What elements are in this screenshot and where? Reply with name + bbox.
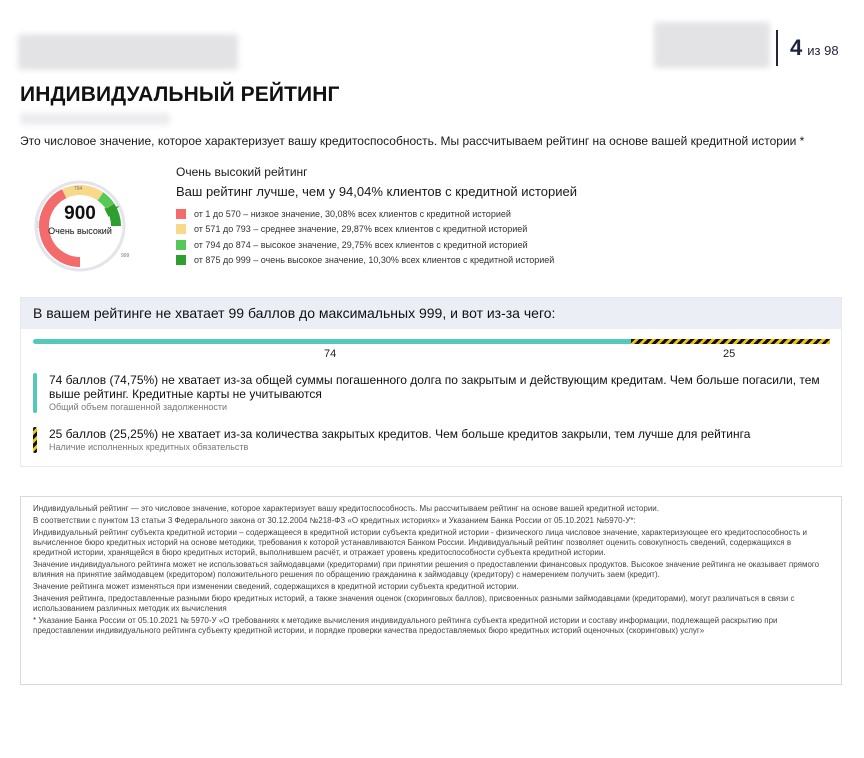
- gauge-tick-999: 999: [121, 253, 130, 259]
- page-number: 4: [790, 35, 803, 60]
- legend-item-high: [176, 237, 554, 253]
- legend-text-very-high: от 875 до 999 – очень высокое значение, 10,30% всех клиентов с кредитной историей: [194, 255, 555, 266]
- reason-marker-teal: [33, 373, 37, 413]
- reason-item-closed-loans: [33, 427, 828, 453]
- bar-segment-closed-loans: [631, 339, 830, 344]
- footnote-paragraph: Значение рейтинга может изменяться при изменении сведений, содержащихся в кредитной истории субъекта кредитной истории.: [33, 582, 519, 591]
- legal-footnote: [20, 496, 842, 685]
- page-counter: [776, 30, 839, 66]
- gauge-tick-794: 794: [74, 186, 83, 192]
- reason-note: Общий объем погашенной задолженности: [49, 402, 228, 412]
- legend-swatch-medium: [176, 224, 186, 234]
- missing-points-heading: В вашем рейтинге не хватает 99 баллов до максимальных 999, и вот из-за чего:: [21, 298, 841, 329]
- reason-text: 25 баллов (25,25%) не хватает из-за количества закрытых кредитов. Чем больше кредитов закрыли, тем лучше для рейтинга: [49, 427, 751, 441]
- gauge-score: 900: [64, 203, 96, 224]
- footnote-paragraph: Значения рейтинга, предоставленные разными бюро кредитных историй, а также значения оценок (скоринговых баллов), присвоенных разными займодавцами (кредиторами), могут различаться в связи с использованием различных методик их вычисления: [33, 594, 795, 613]
- intro-text: Это числовое значение, которое характеризует вашу кредитоспособность. Мы рассчитываем рейтинг на основе вашей кредитной истории *: [20, 134, 805, 148]
- page-title: ИНДИВИДУАЛЬНЫЙ РЕЙТИНГ: [20, 83, 340, 106]
- legend-item-medium: [176, 222, 554, 238]
- gauge-tick-570: 570: [36, 221, 41, 228]
- redacted-logo: [18, 34, 238, 70]
- rating-gauge: [24, 170, 142, 282]
- legend-item-very-high: [176, 253, 554, 269]
- page-total: из 98: [807, 43, 839, 58]
- legend-item-low: [176, 206, 554, 222]
- footnote-paragraph: Индивидуальный рейтинг субъекта кредитной истории – содержащееся в кредитной истории субъекта кредитной истории - физического лица числовое значение, характеризующее его кредитоспособность и вычисленное бюро кредитных историй на основе методики, требования к которой устанавливаются Банком России. Индивидуальный рейтинг позволяет оценить совокупность сведений, содержащихся в кредитной истории, хранящейся в бюро кредитных историй, выполнившем расчёт, и отражает уровень кредитоспособности субъекта кредитной истории.: [33, 528, 807, 557]
- points-breakdown-bar: [33, 339, 830, 344]
- reason-marker-striped: [33, 427, 37, 453]
- reason-text: 74 баллов (74,75%) не хватает из-за общей суммы погашенного долга по закрытым и действующим кредитам. Чем больше погасили, тем выше рейтинг. Кредитные карты не учитываются: [49, 373, 820, 401]
- legend-swatch-low: [176, 209, 186, 219]
- rating-heading: Очень высокий рейтинг: [176, 165, 308, 179]
- legend-swatch-high: [176, 240, 186, 250]
- footnote-paragraph: * Указание Банка России от 05.10.2021 № 5970-У «О требованиях к методике вычисления индивидуального рейтинга субъекта кредитной истории и составу информации, подлежащей раскрытию при предоставлении индивидуального рейтинга субъекту кредитной истории, и порядке проверки качества предоставляемых бюро кредитных историй оценочных (скоринговых) услуг»: [33, 616, 778, 635]
- bar-value-closed-loans: 25: [723, 348, 736, 360]
- rating-summary: Ваш рейтинг лучше, чем у 94,04% клиентов с кредитной историей: [176, 184, 578, 199]
- bar-segment-repaid-debt: [33, 339, 631, 344]
- footnote-paragraph: Значение индивидуального рейтинга может не использоваться займодавцами (кредиторами) при принятии решения о предоставлении финансовых продуктов. Высокое значение рейтинга не оказывает прямого влияния на принятие займодавцем (кредитором) положительного решения по обращению гражданина к займодавцу (кредитору) с намерением получить заем (кредит).: [33, 560, 820, 579]
- legend-text-low: от 1 до 570 – низкое значение, 30,08% всех клиентов с кредитной историей: [194, 208, 511, 219]
- footnote-paragraph: Индивидуальный рейтинг — это числовое значение, которое характеризует вашу кредитоспособность. Мы рассчитываем рейтинг на основе вашей кредитной истории.: [33, 504, 659, 513]
- footnote-paragraph: В соответствии с пунктом 13 статьи 3 Федерального закона от 30.12.2004 №218-ФЗ «О кредитных историях» и Указанием Банка России от 05.10.2021 №5970-У*:: [33, 516, 636, 525]
- reason-note: Наличие исполненных кредитных обязательств: [49, 442, 249, 452]
- legend-text-medium: от 571 до 793 – среднее значение, 29,87% всех клиентов с кредитной историей: [194, 224, 528, 235]
- legend-text-high: от 794 до 874 – высокое значение, 29,75% всех клиентов с кредитной историей: [194, 239, 528, 250]
- bar-value-repaid-debt: 74: [324, 348, 337, 360]
- redacted-subtitle: [20, 113, 170, 125]
- redacted-header-info: [654, 22, 770, 68]
- rating-legend: [176, 206, 554, 268]
- gauge-score-label: Очень высокий: [48, 226, 112, 236]
- legend-swatch-very-high: [176, 255, 186, 265]
- reason-item-repaid-debt: [33, 373, 828, 413]
- missing-points-section: [20, 297, 842, 467]
